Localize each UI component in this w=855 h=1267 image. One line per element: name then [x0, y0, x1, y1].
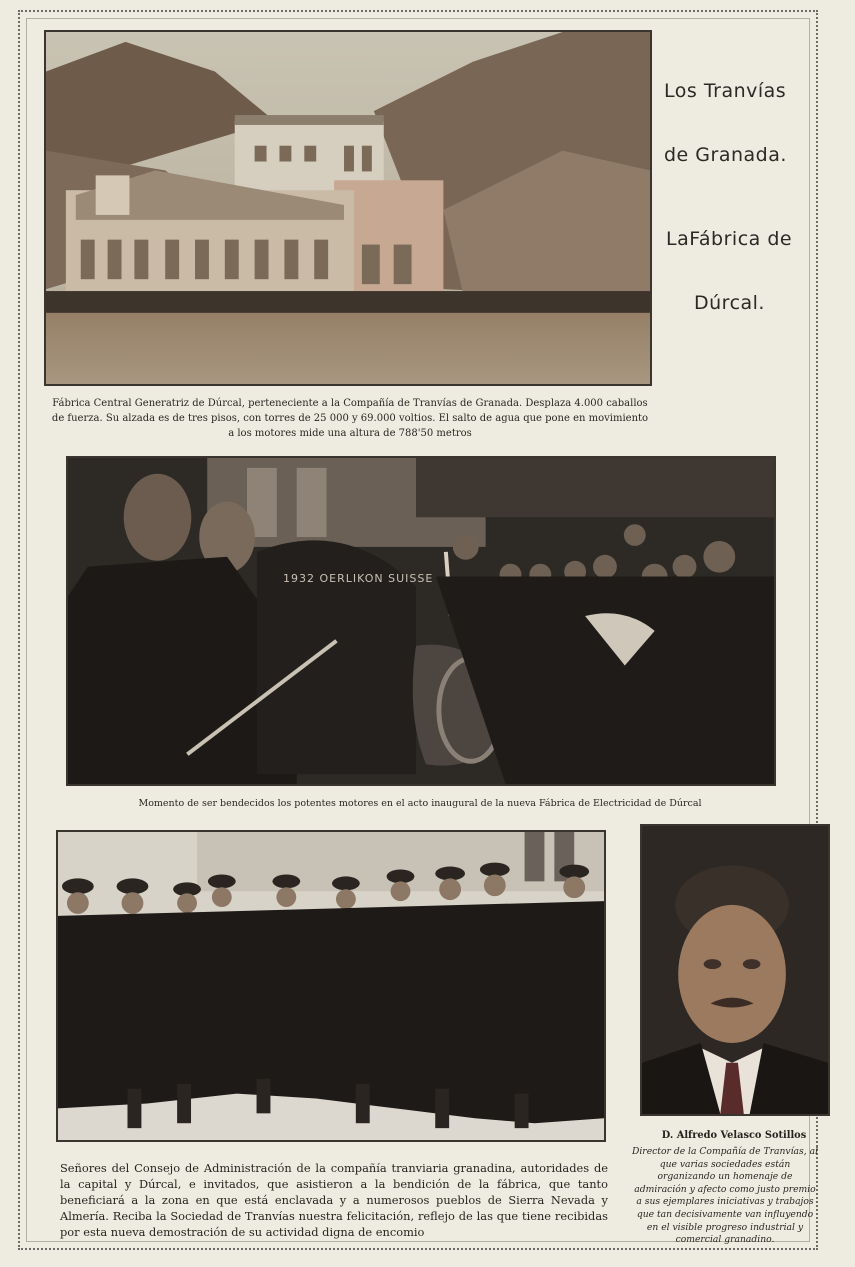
motors-photo [66, 456, 776, 786]
council-photo [56, 830, 606, 1142]
portrait-name: D. Alfredo Velasco Sotillos [661, 1130, 807, 1141]
factory-caption-line-2: de fuerza. Su alzada es de tres pisos, con torres de 25 000 y 69.000 voltios. El salto de agua que pone en movimiento [51, 413, 649, 424]
motor-plate-label: 1932 OERLIKON SUISSE [283, 572, 434, 585]
title-line-1: Los Tranvías [664, 80, 787, 102]
motors-caption: Momento de ser bendecidos los potentes motores en el acto inaugural de la nueva Fábrica de Electricidad de Dúrcal [138, 798, 702, 809]
factory-photo [44, 30, 652, 386]
title-line-2: de Granada. [664, 144, 787, 166]
factory-caption [50, 396, 650, 441]
council-caption: Señores del Consejo de Administración de la compañía tranviaria granadina, autoridades de la capital y Dúrcal, e invitados, que asistieron a la bendición de la fábrica, que tanto beneficiará a la zona en que está enclavada y a numerosos pueblos de Sierra Nevada y Almería. Reciba la Sociedad de Tranvías nuestra felicitación, reflejo de las que tiene recibidas por esta nueva demostración de su actividad digna de encomio [60, 1161, 608, 1239]
factory-caption-line-1: Fábrica Central Generatriz de Dúrcal, perteneciente a la Compañía de Tranvías de Granada. Desplaza 4.000 caballos [52, 398, 648, 409]
title-line-3: LaFábrica de [666, 228, 793, 250]
portrait-caption: Director de la Compañía de Tranvías, al que varias sociedades están organizando un homenaje de admiración y afecto como justo premio a sus ejemplares iniciativas y trabajos que tan decisivamente van influyendo en el visible progreso industrial y comercial granadino. [632, 1146, 819, 1246]
portrait-photo [640, 824, 830, 1116]
factory-caption-line-3: a los motores mide una altura de 788'50 metros [228, 428, 472, 439]
title-line-4: Dúrcal. [694, 292, 765, 314]
